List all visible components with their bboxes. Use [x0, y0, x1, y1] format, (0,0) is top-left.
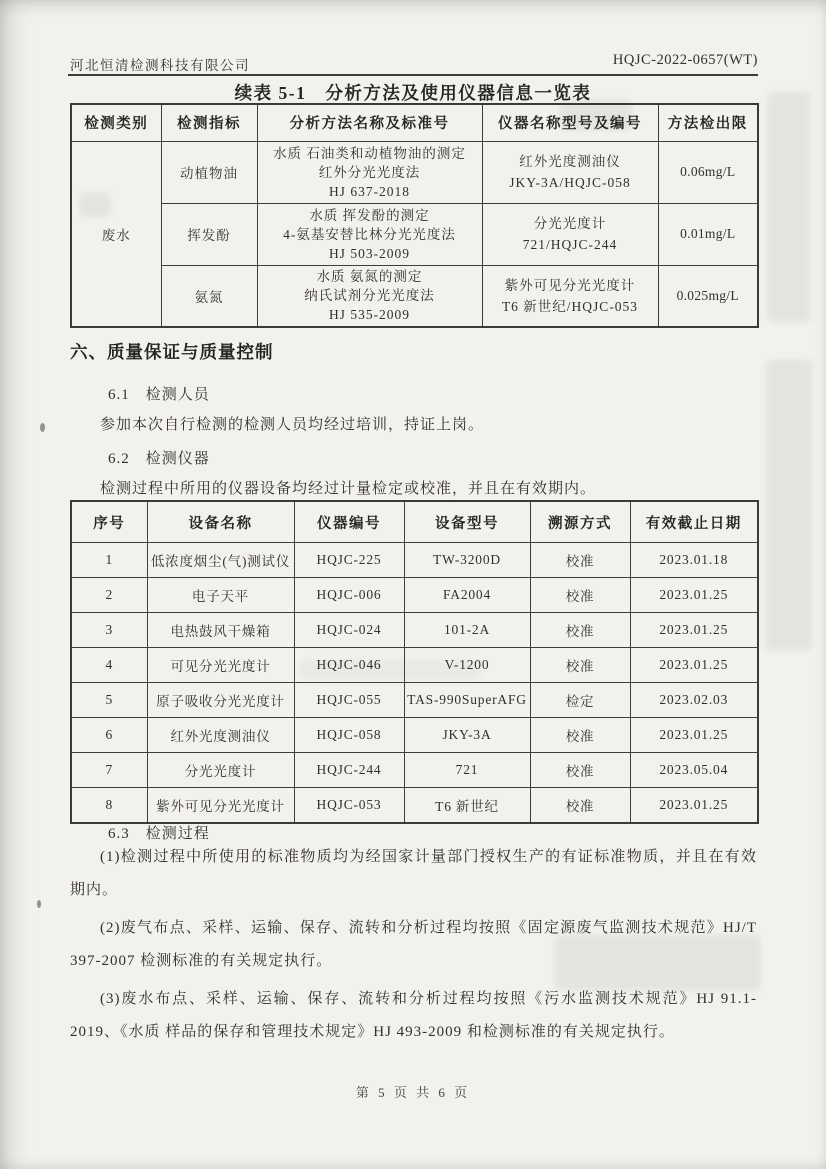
model-cell: T6 新世纪 [404, 788, 530, 823]
traceability-cell: 检定 [530, 683, 630, 718]
column-header: 检测类别 [71, 104, 161, 141]
row-number-cell: 3 [71, 613, 147, 648]
analysis-method-table [70, 103, 759, 328]
instrument-cell [482, 265, 658, 327]
detection-limit-cell: 0.01mg/L [658, 203, 758, 265]
method-cell [257, 203, 482, 265]
method-line: 纳氏试剂分光光度法 [304, 288, 435, 304]
column-header: 方法检出限 [658, 104, 758, 141]
indicator-cell: 氨氮 [161, 265, 257, 327]
instrument-cell [482, 141, 658, 203]
scan-speck [40, 423, 45, 432]
equipment-name-cell: 分光光度计 [147, 753, 294, 788]
instrument-id-cell: HQJC-053 [294, 788, 404, 823]
instrument-line: T6 新世纪/HQJC-053 [501, 298, 639, 314]
continuation-table-title: 续表 5-1 分析方法及使用仪器信息一览表 [234, 83, 592, 103]
expiry-date-cell: 2023.01.18 [630, 543, 758, 578]
row-number-cell: 2 [71, 578, 147, 613]
column-header: 检测指标 [161, 104, 257, 141]
subsection-heading-61: 6.1 检测人员 [108, 387, 210, 403]
table-row [71, 265, 758, 327]
traceability-cell: 校准 [530, 718, 630, 753]
model-cell: FA2004 [404, 578, 530, 613]
column-header: 设备型号 [404, 501, 530, 543]
instrument-id-cell: HQJC-058 [294, 718, 404, 753]
column-header: 序号 [71, 501, 147, 543]
method-line: HJ 637-2018 [328, 183, 411, 199]
instrument-id-cell: HQJC-024 [294, 613, 404, 648]
header-rule [68, 74, 758, 76]
model-cell: JKY-3A [404, 718, 530, 753]
instrument-line: 紫外可见分光光度计 [504, 277, 636, 293]
traceability-cell: 校准 [530, 613, 630, 648]
bleedthrough-artifact [766, 360, 812, 650]
table-row [71, 788, 758, 823]
indicator-cell: 动植物油 [161, 141, 257, 203]
instrument-line: 红外光度测油仪 [519, 154, 621, 169]
expiry-date-cell: 2023.02.03 [630, 683, 758, 718]
table-row [71, 753, 758, 788]
expiry-date-cell: 2023.01.25 [630, 718, 758, 753]
instrument-id-cell: HQJC-055 [294, 683, 404, 718]
equipment-name-cell: 电热鼓风干燥箱 [147, 613, 294, 648]
table-row [71, 613, 758, 648]
report-number: HQJC-2022-0657(WT) [612, 52, 758, 68]
row-number-cell: 4 [71, 648, 147, 683]
paragraph: (1)检测过程中所使用的标准物质均为经国家计量部门授权生产的有证标准物质，并且在有效期内。 [70, 849, 757, 898]
row-number-cell: 7 [71, 753, 147, 788]
model-cell: 101-2A [404, 613, 530, 648]
model-cell: TW-3200D [404, 543, 530, 578]
column-header: 有效截止日期 [630, 501, 758, 543]
traceability-cell: 校准 [530, 543, 630, 578]
traceability-cell: 校准 [530, 648, 630, 683]
table-row [71, 141, 758, 203]
column-header: 溯源方式 [530, 501, 630, 543]
expiry-date-cell: 2023.01.25 [630, 788, 758, 823]
row-number-cell: 8 [71, 788, 147, 823]
model-cell: 721 [404, 753, 530, 788]
instrument-line: 721/HQJC-244 [522, 237, 618, 252]
table-header-row [71, 104, 758, 141]
method-line: HJ 535-2009 [328, 307, 411, 323]
paragraph: 参加本次自行检测的检测人员均经过培训，持证上岗。 [100, 417, 485, 433]
column-header: 分析方法名称及标准号 [257, 104, 482, 141]
equipment-name-cell: 电子天平 [147, 578, 294, 613]
table-row [71, 578, 758, 613]
row-number-cell: 6 [71, 718, 147, 753]
scan-speck [37, 900, 41, 908]
detection-limit-cell: 0.06mg/L [658, 141, 758, 203]
instrument-id-cell: HQJC-006 [294, 578, 404, 613]
table-row [71, 718, 758, 753]
column-header: 仪器名称型号及编号 [482, 104, 658, 141]
table-row [71, 648, 758, 683]
table-header-row [71, 501, 758, 543]
method-cell [257, 265, 482, 327]
method-line: 水质 石油类和动植物油的测定 [273, 145, 466, 161]
method-line: 4-氨基安替比林分光光度法 [283, 226, 456, 242]
equipment-name-cell: 原子吸收分光光度计 [147, 683, 294, 718]
row-number-cell: 1 [71, 543, 147, 578]
instrument-line: 分光光度计 [533, 216, 607, 231]
method-line: HJ 503-2009 [328, 245, 411, 261]
method-line: 水质 挥发酚的测定 [309, 207, 430, 223]
detection-limit-cell: 0.025mg/L [658, 265, 758, 327]
equipment-name-cell: 可见分光光度计 [147, 648, 294, 683]
expiry-date-cell: 2023.01.25 [630, 578, 758, 613]
instrument-cell [482, 203, 658, 265]
instrument-id-cell: HQJC-225 [294, 543, 404, 578]
table-row [71, 203, 758, 265]
equipment-name-cell: 低浓度烟尘(气)测试仪 [147, 543, 294, 578]
equipment-name-cell: 红外光度测油仪 [147, 718, 294, 753]
column-header: 设备名称 [147, 501, 294, 543]
row-number-cell: 5 [71, 683, 147, 718]
traceability-cell: 校准 [530, 753, 630, 788]
paragraph: (3)废水布点、采样、运输、保存、流转和分析过程均按照《污水监测技术规范》HJ 91.1-2019、《水质 样品的保存和管理技术规定》HJ 493-2009 和检测标准的有关规定执行。 [70, 991, 757, 1040]
category-cell: 废水 [71, 141, 161, 327]
method-line: 红外分光光度法 [318, 164, 421, 180]
table-row [71, 683, 758, 718]
subsection-heading-63: 6.3 检测过程 [108, 826, 210, 842]
table-row [71, 543, 758, 578]
traceability-cell: 校准 [530, 578, 630, 613]
bleedthrough-artifact [768, 92, 810, 322]
model-cell: V-1200 [404, 648, 530, 683]
testing-process-paragraphs [70, 841, 757, 1054]
method-line: 水质 氨氮的测定 [316, 269, 423, 285]
traceability-cell: 校准 [530, 788, 630, 823]
expiry-date-cell: 2023.01.25 [630, 648, 758, 683]
subsection-heading-62: 6.2 检测仪器 [108, 451, 210, 467]
equipment-table [70, 500, 759, 824]
expiry-date-cell: 2023.05.04 [630, 753, 758, 788]
page-footer: 第 5 页 共 6 页 [355, 1085, 471, 1100]
indicator-cell: 挥发酚 [161, 203, 257, 265]
company-name: 河北恒清检测科技有限公司 [70, 58, 250, 73]
instrument-id-cell: HQJC-046 [294, 648, 404, 683]
instrument-id-cell: HQJC-244 [294, 753, 404, 788]
equipment-name-cell: 紫外可见分光光度计 [147, 788, 294, 823]
paragraph: (2)废气布点、采样、运输、保存、流转和分析过程均按照《固定源废气监测技术规范》HJ/T 397-2007 检测标准的有关规定执行。 [70, 920, 757, 969]
paragraph: 检测过程中所用的仪器设备均经过计量检定或校准，并且在有效期内。 [100, 481, 597, 497]
instrument-line: JKY-3A/HQJC-058 [509, 175, 631, 190]
model-cell: TAS-990SuperAFG [404, 683, 530, 718]
expiry-date-cell: 2023.01.25 [630, 613, 758, 648]
section-heading: 六、质量保证与质量控制 [70, 342, 274, 362]
column-header: 仪器编号 [294, 501, 404, 543]
method-cell [257, 141, 482, 203]
